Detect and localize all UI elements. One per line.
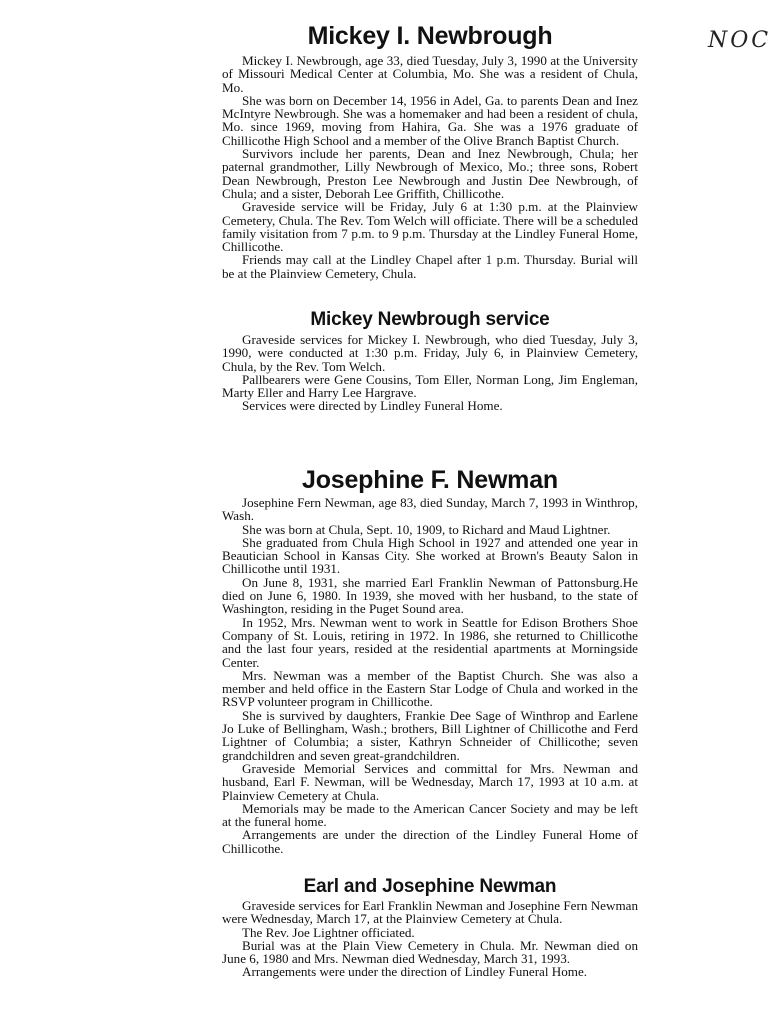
paragraph: Arrangements were under the direction of Lindley Funeral Home. — [242, 964, 588, 980]
paragraph: Memorials may be made to the American Cancer Society and may be left at the funeral home. — [222, 800, 638, 830]
paragraph: Josephine Fern Newman, age 83, died Sunday, March 7, 1993 in Winthrop, Wash. — [222, 495, 638, 524]
paragraph: Pallbearers were Gene Cousins, Tom Eller, Norman Long, Jim Engleman, Marty Eller and Harry Lee Hargrave. — [222, 371, 638, 401]
paragraph: She was born at Chula, Sept. 10, 1909, to Richard and Maud Lightner. — [242, 521, 611, 537]
paragraph: She is survived by daughters, Frankie Dee Sage of Winthrop and Earlene Jo Luke of Bellingham, Wash.; brothers, Bill Lightner of Chillicothe and Ferd Lightner of Columbia; a sister, Kathryn Schneider of Chillicothe; seven grandchildren and seven great-grandchildren. — [222, 707, 638, 763]
paragraph: Graveside services for Earl Franklin Newman and Josephine Fern Newman were Wednesday, March 17, at the Plainview Cemetery at Chula. — [222, 898, 638, 927]
article-title: Earl and Josephine Newman — [303, 876, 557, 897]
paragraph: In 1952, Mrs. Newman went to work in Seattle for Edison Brothers Shoe Company of St. Louis, retiring in 1972. In 1986, she returned to Chillicothe and the last four years, resided at the residential apartments at Morningside Center. — [222, 614, 638, 670]
article-title: Josephine F. Newman — [302, 466, 558, 494]
paragraph: The Rev. Joe Lightner officiated. — [242, 924, 415, 940]
paragraph: Friends may call at the Lindley Chapel after 1 p.m. Thursday. Burial will be at the Plainview Cemetery, Chula. — [222, 252, 638, 281]
article-title: Mickey I. Newbrough — [307, 22, 553, 50]
handwritten-note: NOC — [708, 28, 771, 53]
paragraph: Survivors include her parents, Dean and Inez Newbrough, Chula; her paternal grandmother, Lilly Newbrough of Mexico, Mo.; three sons, Robert Dean Newbrough, Preston Lee Newbrough and Justin Dee Newbrough, of Chula; and a sister, Deborah Lee Griffith, Chillicothe. — [222, 146, 638, 201]
paragraph: Graveside service will be Friday, July 6 at 1:30 p.m. at the Plainview Cemetery, Chula. The Rev. Tom Welch will officiate. There will be a scheduled family visitation from 7 p.m. to 9 p.m. Thursday at the Lindley Funeral Home, Chillicothe. — [222, 199, 638, 255]
obituary-mickey-newbrough — [222, 21, 638, 280]
obituary-josephine-newman — [222, 465, 638, 855]
service-mickey-newbrough — [222, 308, 638, 413]
paragraph: She was born on December 14, 1956 in Adel, Ga. to parents Dean and Inez McIntyre Newbrough. She was a homemaker and had been a resident of chula, Mo. since 1969, moving from Hahira, Ga. She was a 1976 graduate of Chillicothe High School and a member of the Olive Branch Baptist Church. — [222, 92, 638, 148]
paragraph: Graveside Memorial Services and committal for Mrs. Newman and husband, Earl F. Newman, will be Wednesday, March 17, 1993 at 10 a.m. at Plainview Cemetery at Chula. — [222, 760, 638, 803]
paragraph: Mrs. Newman was a member of the Baptist Church. She was also a member and held office in the Eastern Star Lodge of Chula and worked in the RSVP volunteer program in Chillicothe. — [222, 667, 638, 710]
paragraph: She graduated from Chula High School in 1927 and attended one year in Beautician School in Kansas City. She worked at Brown's Beauty Salon in Chillicothe until 1931. — [222, 534, 638, 577]
paragraph: Graveside services for Mickey I. Newbrough, who died Tuesday, July 3, 1990, were conducted at 1:30 p.m. Friday, July 6, in Plainview Cemetery, Chula, by the Rev. Tom Welch. — [222, 332, 638, 374]
article-title: Mickey Newbrough service — [310, 309, 550, 330]
paragraph: Mickey I. Newbrough, age 33, died Tuesday, July 3, 1990 at the University of Missouri Medical Center at Columbia, Mo. She was a resident of Chula, Mo. — [222, 53, 638, 95]
paragraph: Burial was at the Plain View Cemetery in Chula. Mr. Newman died on June 6, 1980 and Mrs. Newman died Wednesday, March 31, 1993. — [222, 937, 638, 967]
service-earl-josephine-newman — [222, 875, 638, 979]
paragraph: On June 8, 1931, she married Earl Franklin Newman of Pattonsburg.He died on June 6, 1980. In 1939, she moved with her husband, to the state of Washington, residing in the Puget Sound area. — [222, 574, 638, 617]
paragraph: Arrangements are under the direction of the Lindley Funeral Home of Chillicothe. — [222, 827, 638, 856]
paragraph: Services were directed by Lindley Funeral Home. — [242, 398, 503, 414]
